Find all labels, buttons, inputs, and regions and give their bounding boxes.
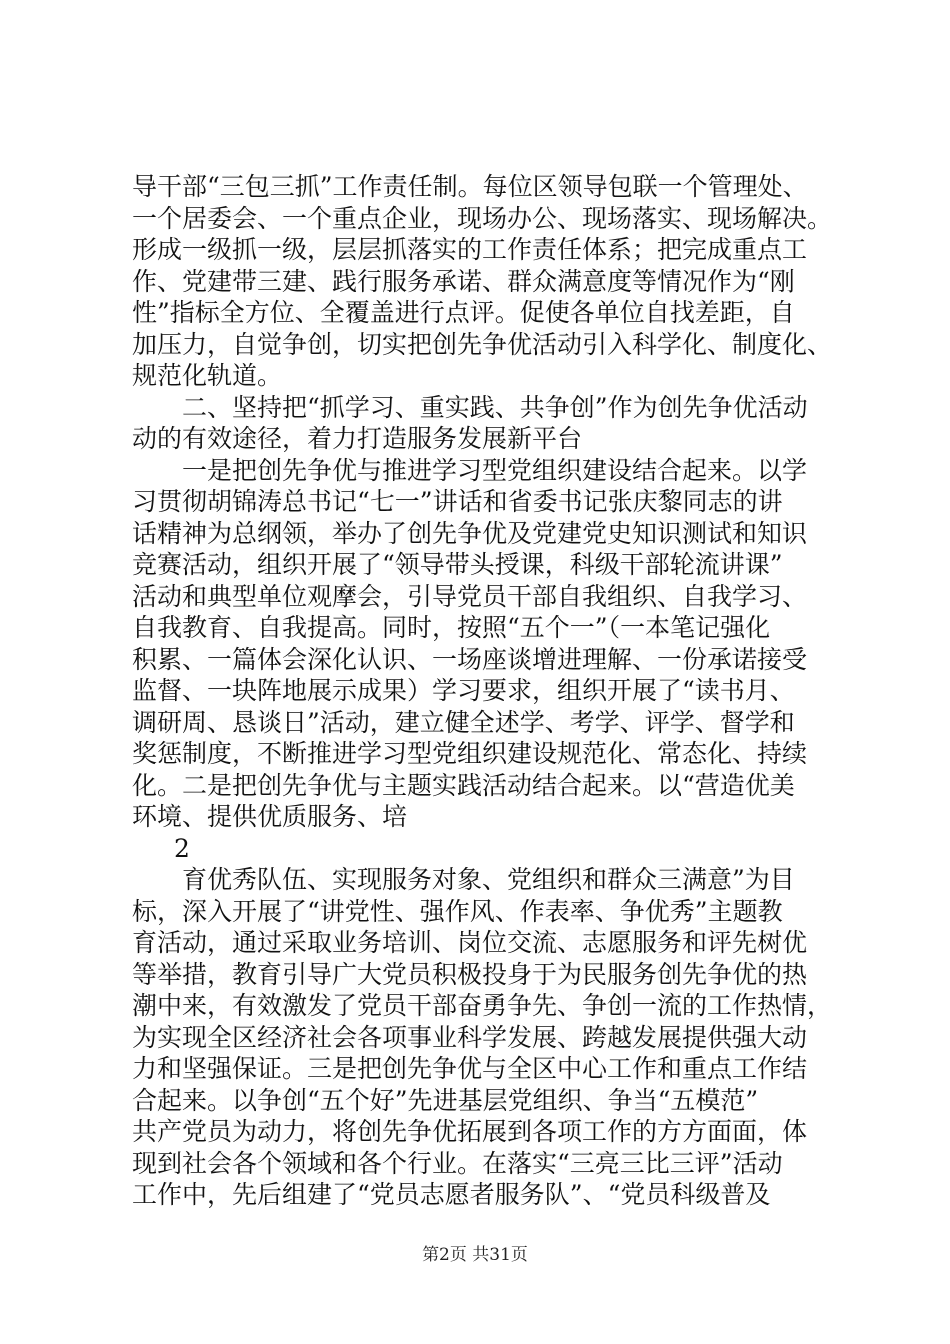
heading-line: 动的有效途径，着力打造服务发展新平台	[132, 424, 583, 453]
text-line: 一个居委会、一个重点企业，现场办公、现场落实、现场解决。	[132, 203, 833, 233]
text-line: 积累、一篇体会深化认识、一场座谈增进理解、一份承诺接受	[132, 644, 808, 674]
text-line: 育优秀队伍、实现服务对象、党组织和群众三满意”为目	[182, 865, 795, 894]
text-line: 活动和典型单位观摩会，引导党员干部自我组织、自我学习、	[132, 581, 808, 611]
text-line: 一是把创先争优与推进学习型党组织建设结合起来。以学	[182, 455, 808, 485]
text-line: 等举措，教育引导广大党员积极投身于为民服务创先争优的热	[132, 959, 808, 989]
text-line: 共产党员为动力，将创先争优拓展到各项工作的方方面面，体	[132, 1117, 808, 1146]
text-line: 为实现全区经济社会各项事业科学发展、跨越发展提供强大动	[132, 1022, 808, 1052]
text-line: 作、党建带三建、践行服务承诺、群众满意度等情况作为“刚	[132, 266, 795, 296]
text-line: 习贯彻胡锦涛总书记“七一”讲话和省委书记张庆黎同志的讲	[132, 487, 783, 516]
text-line: 形成一级抓一级，层层抓落实的工作责任体系；把完成重点工	[132, 235, 808, 264]
text-line: 导干部“三包三抓”工作责任制。每位区领导包联一个管理处、	[132, 172, 808, 201]
paragraph-top	[132, 171, 832, 392]
text-line: 加压力，自觉争创，切实把创先争优活动引入科学化、制度化、	[132, 329, 833, 359]
inline-page-number: 2	[174, 833, 190, 863]
text-line: 调研周、恳谈日”活动，建立健全述学、考学、评学、督学和	[132, 707, 795, 737]
text-line: 育活动，通过采取业务培训、岗位交流、志愿服务和评先树优	[132, 928, 808, 957]
text-line: 规范化轨道。	[132, 361, 283, 390]
text-line: 合起来。以争创“五个好”先进基层党组织、争当“五模范”	[132, 1085, 759, 1115]
page-footer: 第2页 共31页	[422, 1245, 528, 1265]
text-line: 标，深入开展了“讲党性、强作风、作表率、争优秀”主题教	[132, 896, 783, 926]
text-line: 竞赛活动，组织开展了“领导带头授课，科级干部轮流讲课”	[132, 550, 783, 579]
paragraph-practice	[132, 864, 832, 1211]
text-line: 力和坚强保证。三是把创先争优与全区中心工作和重点工作结	[132, 1054, 808, 1083]
text-line: 环境、提供优质服务、培	[132, 802, 408, 831]
text-line: 现到社会各个领域和各个行业。在落实“三亮三比三评”活动	[132, 1148, 783, 1178]
text-line: 化。二是把创先争优与主题实践活动结合起来。以“营造优美	[132, 770, 795, 800]
section-heading	[132, 392, 832, 455]
text-line: 性”指标全方位、全覆盖进行点评。促使各单位自找差距，自	[132, 298, 795, 327]
heading-line: 二、坚持把“抓学习、重实践、共争创”作为创先争优活动	[182, 392, 808, 422]
text-line: 话精神为总纲领，举办了创先争优及党建党史知识测试和知识	[132, 518, 808, 548]
text-line: 潮中来，有效激发了党员干部奋勇争先、争创一流的工作热情，	[132, 991, 833, 1020]
text-line: 工作中，先后组建了“党员志愿者服务队”、“党员科级普及	[132, 1180, 771, 1209]
text-line: 监督、一块阵地展示成果）学习要求，组织开展了“读书月、	[132, 676, 795, 705]
text-line: 奖惩制度，不断推进学习型党组织建设规范化、常态化、持续	[132, 739, 808, 768]
document-body	[132, 171, 832, 1211]
text-line: 自我教育、自我提高。同时，按照“五个一”（一本笔记强化	[132, 613, 771, 642]
paragraph-learning	[132, 455, 832, 833]
